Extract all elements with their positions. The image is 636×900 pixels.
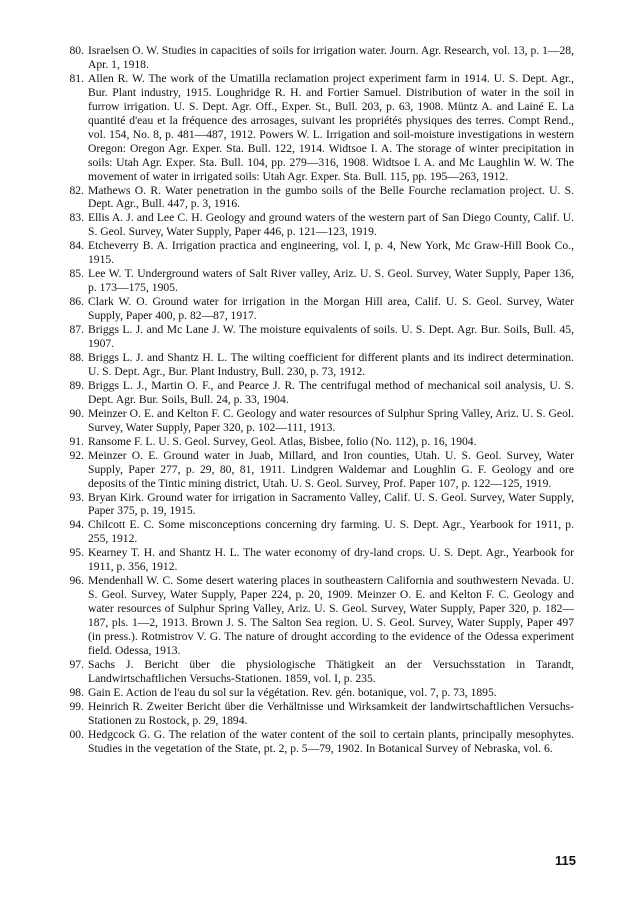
reference-number: 88. <box>69 350 84 364</box>
reference-text: Meinzer O. E. Ground water in Juab, Millard, and Iron counties, Utah. U. S. Geol. Survey, Water Supply, Paper 277, p. 29, 80, 81, 1911. Lindgren Waldemar and Loughlin G. F. Geology and ore deposits of the Tintic mining district, Utah. U. S. Geol. Survey, Prof. Paper 107, p. 122—125, 1919. <box>88 448 574 490</box>
reference-item <box>62 658 574 686</box>
reference-number: 00. <box>69 727 84 741</box>
reference-number: 85. <box>69 267 84 281</box>
reference-number: 91. <box>69 434 84 448</box>
reference-item <box>62 72 574 184</box>
reference-text: Heinrich R. Zweiter Bericht über die Verhältnisse und Wirksamkeit der landwirtschaftlichen Versuchs-Stationen zu Rostock, p. 29, 1894. <box>88 699 574 727</box>
reference-number: 89. <box>69 378 84 392</box>
reference-item <box>62 184 574 212</box>
reference-number: 99. <box>69 699 84 713</box>
reference-item <box>62 267 574 295</box>
reference-number: 82. <box>69 183 84 197</box>
reference-text: Briggs L. J. and Mc Lane J. W. The moisture equivalents of soils. U. S. Dept. Agr. Bur. Soils, Bull. 45, 1907. <box>88 323 574 351</box>
reference-text: Etcheverry B. A. Irrigation practica and engineering, vol. I, p. 4, New York, Mc Graw-Hill Book Co., 1915. <box>88 239 574 267</box>
reference-item <box>62 407 574 435</box>
reference-text: Ellis A. J. and Lee C. H. Geology and ground waters of the western part of San Diego County, Calif. U. S. Geol. Survey, Water Supply, Paper 446, p. 121—123, 1919. <box>88 211 574 239</box>
reference-item <box>62 211 574 239</box>
page-number: 115 <box>555 853 576 868</box>
reference-number: 96. <box>69 574 84 588</box>
reference-item <box>62 728 574 756</box>
reference-item <box>62 351 574 379</box>
reference-item <box>62 546 574 574</box>
reference-text: Israelsen O. W. Studies in capacities of soils for irrigation water. Journ. Agr. Research, vol. 13, p. 1—28, Apr. 1, 1918. <box>88 44 574 71</box>
reference-number: 94. <box>69 518 84 532</box>
reference-item <box>62 491 574 519</box>
reference-text: Allen R. W. The work of the Umatilla reclamation project experiment farm in 1914. U. S. Dept. Agr., Bur. Plant industry, 1915. Loughridge R. H. and Fortier Samuel. Distribution of water in the soil in furrow irrigation. U. S. Dept. Agr. Off., Exper. St., Bull. 203, p. 63, 1908. Müntz A. and Lainé E. La quantité d'eau et la fréquence des arrosages, suivant les propriétés physiques des terres. Compt Rend., vol. 154, No. 8, p. 481—487, 1912. Powers W. L. Irrigation and soil-moisture investigations in western Oregon: Oregon Agr. Exper. Sta. Bull. 122, 1914. Widtsoe I. A. The storage of winter precipitation in soils: Utah Agr. Exper. Sta. Bull. 104, pp. 279—316, 1908. Widtsoe I. A. and Mc Laughlin W. W. The movement of water in irrigated soils: Utah Agr. Exper. Sta. Bull. 115, pp. 195—263, 1912. <box>88 71 574 183</box>
reference-number: 92. <box>69 448 84 462</box>
reference-number: 95. <box>69 546 84 560</box>
reference-number: 90. <box>69 406 84 420</box>
reference-text: Meinzer O. E. and Kelton F. C. Geology and water resources of Sulphur Spring Valley, Ariz. U. S. Geol. Survey, Water Supply, Paper 320, p. 102—111, 1913. <box>88 406 574 434</box>
reference-item <box>62 449 574 491</box>
reference-text: Mathews O. R. Water penetration in the gumbo soils of the Belle Fourche reclamation project. U. S. Dept. Agr., Bull. 447, p. 3, 1916. <box>88 183 574 211</box>
reference-text: Lee W. T. Underground waters of Salt River valley, Ariz. U. S. Geol. Survey, Water Supply, Paper 136, p. 173—175, 1905. <box>88 267 574 295</box>
reference-number: 81. <box>69 71 84 85</box>
reference-item <box>62 379 574 407</box>
reference-number: 86. <box>69 295 84 309</box>
reference-number: 87. <box>69 323 84 337</box>
reference-number: 83. <box>69 211 84 225</box>
reference-text: Kearney T. H. and Shantz H. L. The water economy of dry-land crops. U. S. Dept. Agr., Yearbook for 1911, p. 356, 1912. <box>88 546 574 574</box>
reference-text: Gain E. Action de l'eau du sol sur la végétation. Rev. gén. botanique, vol. 7, p. 73, 1895. <box>88 685 497 699</box>
reference-list <box>62 44 574 756</box>
reference-text: Bryan Kirk. Ground water for irrigation in Sacramento Valley, Calif. U. S. Geol. Survey, Water Supply, Paper 375, p. 19, 1915. <box>88 490 574 518</box>
reference-item <box>62 435 574 449</box>
reference-text: Clark W. O. Ground water for irrigation in the Morgan Hill area, Calif. U. S. Geol. Survey, Water Supply, Paper 400, p. 82—87, 1917. <box>88 295 574 323</box>
reference-text: Sachs J. Bericht über die physiologische Thätigkeit an der Versuchsstation in Tarandt, Landwirtschaftlichen Versuchs-Stationen. 1859, vol. I, p. 235. <box>88 657 574 685</box>
reference-text: Hedgcock G. G. The relation of the water content of the soil to certain plants, principally mesophytes. Studies in the vegetation of the State, pt. 2, p. 5—79, 1902. In Botanical Survey of Nebraska, vol. 6. <box>88 727 574 755</box>
reference-item <box>62 44 574 72</box>
reference-text: Ransome F. L. U. S. Geol. Survey, Geol. Atlas, Bisbee, folio (No. 112), p. 16, 1904. <box>88 434 477 448</box>
reference-item <box>62 700 574 728</box>
reference-text: Briggs L. J. and Shantz H. L. The wilting coefficient for different plants and its indirect determination. U. S. Dept. Agr., Bur. Plant Industry, Bull. 230, p. 73, 1912. <box>88 350 574 378</box>
reference-item <box>62 323 574 351</box>
reference-text: Briggs L. J., Martin O. F., and Pearce J. R. The centrifugal method of mechanical soil analysis, U. S. Dept. Agr. Bur. Soils, Bull. 24, p. 33, 1904. <box>88 378 574 406</box>
reference-item <box>62 295 574 323</box>
reference-number: 84. <box>69 239 84 253</box>
reference-item <box>62 574 574 658</box>
reference-number: 97. <box>69 657 84 671</box>
reference-number: 98. <box>69 685 84 699</box>
reference-item <box>62 239 574 267</box>
reference-number: 80. <box>69 44 84 57</box>
reference-item <box>62 518 574 546</box>
reference-item <box>62 686 574 700</box>
reference-text: Mendenhall W. C. Some desert watering places in southeastern California and southwestern Nevada. U. S. Geol. Survey, Water Supply, Paper 224, p. 20, 1909. Meinzer O. E. and Kelton F. C. Geology and water resources of Sulphur Spring Valley, Ariz. U. S. Geol. Survey, Water Supply, Paper 320, p. 182—187, pls. 1—2, 1913. Brown J. S. The Salton Sea region. U. S. Geol. Survey, Water Supply, Paper 497 (in press.). Rotmistrov V. G. The nature of drought according to the evidence of the Odessa experiment field. Odessa, 1913. <box>88 574 574 657</box>
reference-number: 93. <box>69 490 84 504</box>
reference-text: Chilcott E. C. Some misconceptions concerning dry farming. U. S. Dept. Agr., Yearbook for 1911, p. 255, 1912. <box>88 518 574 546</box>
